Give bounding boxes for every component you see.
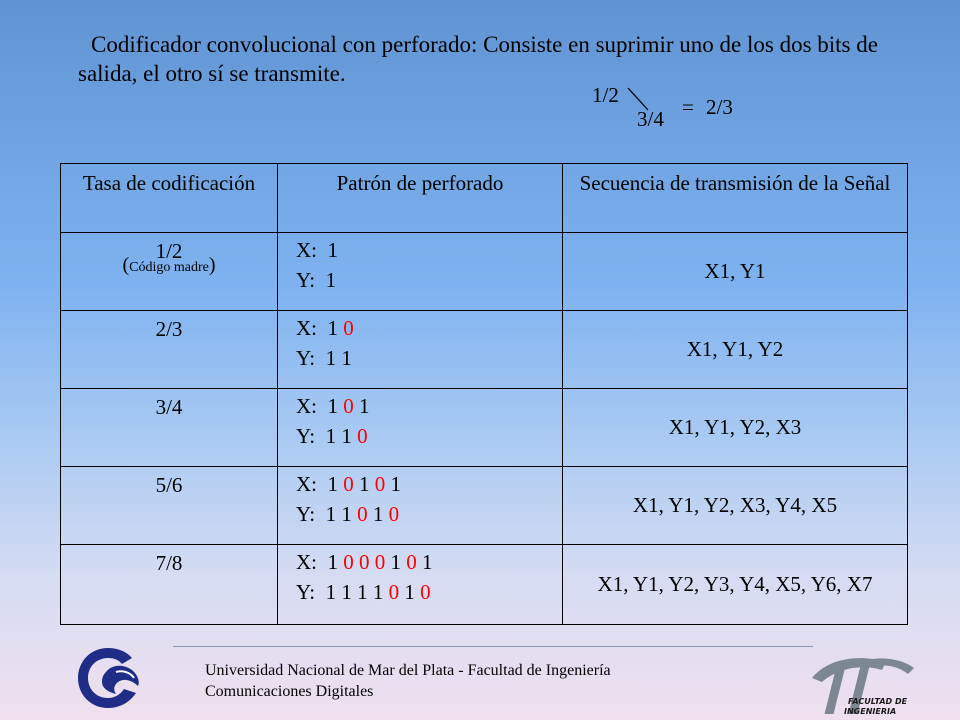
pattern-x-label: X:	[296, 472, 328, 496]
faculty-logo-text-1: FACULTAD DE	[848, 697, 908, 706]
pattern-x-label: X:	[296, 316, 328, 340]
kept-bit: 1	[325, 580, 342, 604]
kept-bit: 1	[325, 268, 337, 292]
sequence-cell: X1, Y1, Y2	[563, 311, 908, 389]
pattern-cell	[278, 233, 563, 311]
pattern-y-label: Y:	[296, 424, 326, 448]
rate-value: 7/8	[155, 551, 183, 575]
table-header-row	[61, 164, 908, 233]
punctured-bit: 0	[388, 502, 400, 526]
footer-institution: Universidad Nacional de Mar del Plata - Facultad de Ingeniería	[205, 662, 611, 679]
punctured-bit: 0	[406, 550, 422, 574]
intro-text: Codificador convolucional con perforado: Consiste en suprimir uno de los dos bits de salida, el otro sí se transmite.	[78, 32, 878, 86]
kept-bit: 1	[372, 580, 389, 604]
sequence-cell: X1, Y1, Y2, X3, Y4, X5	[563, 467, 908, 545]
sequence-cell: X1, Y1, Y2, Y3, Y4, X5, Y6, X7	[563, 545, 908, 625]
pattern-cell	[278, 545, 563, 625]
kept-bit: 1	[327, 238, 338, 262]
sequence-cell: X1, Y1, Y2, X3	[563, 389, 908, 467]
footer-divider	[173, 646, 813, 647]
pattern-cell	[278, 389, 563, 467]
punctured-bit: 0	[357, 502, 373, 526]
rate-cell	[61, 233, 278, 311]
faculty-logo-text-2: INGENIERIA	[844, 707, 897, 716]
pattern-y-line	[296, 265, 561, 295]
rate-value: 5/6	[155, 473, 183, 497]
header-sequence: Secuencia de transmisión de la Señal	[563, 164, 908, 233]
table-body	[61, 233, 908, 625]
pattern-y-line	[296, 343, 561, 373]
punctured-bit: 0	[388, 580, 405, 604]
punctured-bit: 0	[374, 550, 391, 574]
rate-value: 3/4	[155, 395, 183, 419]
rate-cell	[61, 311, 278, 389]
punctured-bit: 0	[343, 472, 359, 496]
footer	[205, 660, 611, 702]
table-row	[61, 545, 908, 625]
punctured-bit: 0	[343, 550, 359, 574]
pattern-x-line	[296, 391, 561, 421]
pattern-y-label: Y:	[296, 580, 326, 604]
pattern-y-line	[296, 577, 561, 607]
kept-bit: 1	[422, 550, 433, 574]
pattern-x-line	[296, 469, 561, 499]
rate-value: 2/3	[155, 317, 183, 341]
kept-bit: 1	[325, 502, 342, 526]
punctured-bit: 0	[359, 550, 375, 574]
punctured-bit: 0	[343, 394, 359, 418]
kept-bit: 1	[341, 502, 358, 526]
table-row	[61, 389, 908, 467]
pattern-x-line	[296, 235, 561, 265]
table-row	[61, 311, 908, 389]
faculty-logo-icon	[808, 652, 918, 718]
rate-note: (Código madre)	[122, 254, 216, 276]
pattern-x-label: X:	[296, 238, 328, 262]
header-rate: Tasa de codificación	[61, 164, 278, 233]
formula-fraction-1: 1/2	[592, 83, 619, 107]
kept-bit: 1	[359, 394, 370, 418]
pattern-y-label: Y:	[296, 346, 326, 370]
rate-cell	[61, 467, 278, 545]
kept-bit: 1	[404, 580, 421, 604]
table-row	[61, 233, 908, 311]
pattern-y-label: Y:	[296, 268, 326, 292]
punctured-bit: 0	[357, 424, 368, 448]
rate-value: 1/2	[155, 239, 183, 263]
pattern-y-line	[296, 421, 561, 451]
kept-bit: 1	[359, 472, 375, 496]
formula-equals: =	[682, 95, 694, 119]
kept-bit: 1	[325, 346, 342, 370]
pattern-x-line	[296, 547, 561, 577]
kept-bit: 1	[341, 424, 358, 448]
pattern-x-label: X:	[296, 394, 328, 418]
punctured-bit: 0	[420, 580, 431, 604]
header-pattern: Patrón de perforado	[278, 164, 563, 233]
puncturing-table	[60, 163, 908, 625]
kept-bit: 1	[327, 472, 344, 496]
kept-bit: 1	[390, 472, 401, 496]
footer-course: Comunicaciones Digitales	[205, 683, 374, 700]
kept-bit: 1	[327, 550, 344, 574]
kept-bit: 1	[390, 550, 407, 574]
pattern-cell	[278, 467, 563, 545]
pattern-cell	[278, 311, 563, 389]
rate-formula	[590, 82, 760, 130]
kept-bit: 1	[357, 580, 373, 604]
punctured-bit: 0	[374, 472, 391, 496]
rate-cell	[61, 389, 278, 467]
university-logo-icon	[72, 642, 144, 714]
pattern-x-line	[296, 313, 561, 343]
kept-bit: 1	[372, 502, 389, 526]
kept-bit: 1	[341, 580, 358, 604]
formula-result: 2/3	[706, 95, 733, 119]
pattern-y-label: Y:	[296, 502, 326, 526]
table-row	[61, 467, 908, 545]
pattern-x-label: X:	[296, 550, 328, 574]
kept-bit: 1	[341, 346, 352, 370]
rate-cell	[61, 545, 278, 625]
pattern-y-line	[296, 499, 561, 529]
kept-bit: 1	[325, 424, 342, 448]
kept-bit: 1	[327, 394, 344, 418]
sequence-cell: X1, Y1	[563, 233, 908, 311]
punctured-bit: 0	[343, 316, 354, 340]
kept-bit: 1	[327, 316, 344, 340]
formula-fraction-2: 3/4	[637, 107, 664, 130]
